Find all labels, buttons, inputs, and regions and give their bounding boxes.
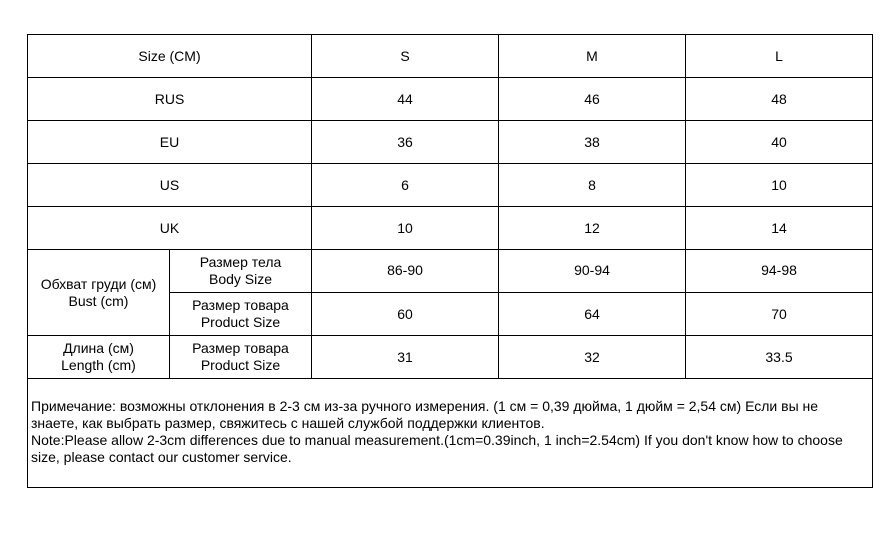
length-product-size-label-en: Product Size: [200, 357, 281, 373]
row-label-eu: EU: [28, 121, 312, 164]
table-cell: 64: [499, 293, 686, 336]
row-label-uk: UK: [28, 207, 312, 250]
row-label-us: US: [28, 164, 312, 207]
table-cell: 6: [312, 164, 499, 207]
table-cell: 86-90: [312, 250, 499, 293]
note-row: [28, 379, 873, 488]
table-row: [28, 164, 873, 207]
table-cell: 12: [499, 207, 686, 250]
table-row: [28, 121, 873, 164]
length-product-size-label: [170, 336, 312, 379]
table-cell: 14: [686, 207, 873, 250]
size-header-m: M: [499, 35, 686, 78]
table-cell: 10: [312, 207, 499, 250]
header-row: [28, 35, 873, 78]
note-cell: [28, 379, 873, 488]
table-cell: 33.5: [686, 336, 873, 379]
size-header-s: S: [312, 35, 499, 78]
size-header-l: L: [686, 35, 873, 78]
note-en: Note:Please allow 2-3cm differences due to manual measurement.(1cm=0.39inch, 1 inch=2.54cm) If you don't know how to choose size, please contact our customer service.: [31, 432, 843, 465]
table-cell: 40: [686, 121, 873, 164]
body-size-label-ru: Размер тела: [199, 254, 282, 270]
table-cell: 60: [312, 293, 499, 336]
length-label-en: Length (cm): [61, 357, 136, 373]
bust-label-en: Bust (cm): [68, 292, 129, 309]
table-cell: 38: [499, 121, 686, 164]
size-chart-table: [27, 34, 873, 488]
table-row: [28, 336, 873, 379]
product-size-label: [170, 293, 312, 336]
header-label: Size (CM): [28, 35, 312, 78]
table-row: [28, 250, 873, 293]
length-product-size-label-ru: Размер товара: [192, 340, 289, 356]
length-label: [28, 336, 170, 379]
table-cell: 90-94: [499, 250, 686, 293]
body-size-label: [170, 250, 312, 293]
table-cell: 48: [686, 78, 873, 121]
table-row: [28, 207, 873, 250]
table-cell: 10: [686, 164, 873, 207]
row-label-rus: RUS: [28, 78, 312, 121]
body-size-label-en: Body Size: [208, 271, 273, 287]
table-cell: 36: [312, 121, 499, 164]
table-cell: 8: [499, 164, 686, 207]
table-cell: 94-98: [686, 250, 873, 293]
bust-label-ru: Обхват груди (см): [40, 275, 157, 292]
product-size-label-en: Product Size: [200, 314, 281, 330]
length-label-ru: Длина (см): [63, 340, 134, 356]
table-cell: 46: [499, 78, 686, 121]
note-ru: Примечание: возможны отклонения в 2-3 см из-за ручного измерения. (1 см = 0,39 дюйма, 1 дюйм = 2,54 см) Если вы не знаете, как выбрать размер, свяжитесь с нашей службой поддержки клиентов.: [31, 398, 819, 431]
table-cell: 44: [312, 78, 499, 121]
bust-label: [28, 250, 170, 336]
table-cell: 70: [686, 293, 873, 336]
table-row: [28, 78, 873, 121]
product-size-label-ru: Размер товара: [192, 297, 289, 313]
table-cell: 31: [312, 336, 499, 379]
table-cell: 32: [499, 336, 686, 379]
